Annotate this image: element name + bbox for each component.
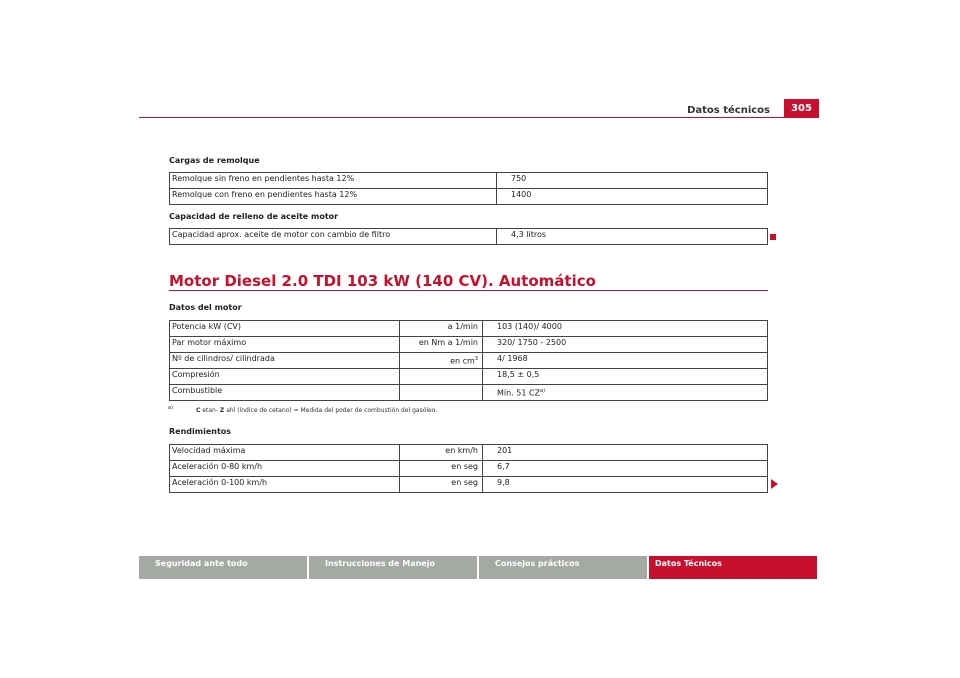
row-unit: en seg	[400, 477, 483, 493]
footnote-ref[interactable]: a)	[540, 388, 546, 394]
row-unit: en km/h	[400, 445, 483, 461]
table-row	[170, 445, 768, 461]
unit-text: en cm	[450, 356, 475, 366]
row-value: 320/ 1750 - 2500	[483, 337, 768, 353]
table-row	[170, 477, 768, 493]
value-text: Mín. 51 CZ	[497, 388, 541, 398]
row-unit: en seg	[400, 461, 483, 477]
row-name: Remolque sin freno en pendientes hasta 12%	[170, 173, 497, 189]
row-name: Potencia kW (CV)	[170, 321, 400, 337]
table-row	[170, 173, 768, 189]
engine-table	[169, 320, 768, 401]
header-title: Datos técnicos	[687, 105, 770, 116]
footnote-text: ahl (índice de cetano) = Medida del poder de combustión del gasóleo.	[224, 407, 438, 414]
row-value: 9,8	[483, 477, 768, 493]
row-value: 201	[483, 445, 768, 461]
row-name: Nº de cilindros/ cilindrada	[170, 353, 400, 369]
row-name: Capacidad aprox. aceite de motor con cambio de filtro	[170, 229, 497, 245]
row-value: 103 (140)/ 4000	[483, 321, 768, 337]
table-row	[170, 385, 768, 401]
section-label-performance: Rendimientos	[169, 427, 232, 436]
footnote-c-rest: etan-	[200, 407, 220, 414]
oil-table	[169, 228, 768, 245]
row-value: 6,7	[483, 461, 768, 477]
footer-tab-safety[interactable]: Seguridad ante todo	[139, 556, 307, 579]
row-name: Remolque con freno en pendientes hasta 12%	[170, 189, 497, 205]
towing-table	[169, 172, 768, 205]
performance-table	[169, 444, 768, 493]
row-unit: en Nm a 1/min	[400, 337, 483, 353]
table-row	[170, 353, 768, 369]
footnote-z: Z	[219, 407, 225, 414]
row-name: Aceleración 0-80 km/h	[170, 461, 400, 477]
table-row	[170, 461, 768, 477]
row-value: 750	[497, 173, 768, 189]
table-row	[170, 229, 768, 245]
row-value: 1400	[497, 189, 768, 205]
row-name: Aceleración 0-100 km/h	[170, 477, 400, 493]
table-row	[170, 369, 768, 385]
row-value	[483, 385, 768, 401]
footer-nav	[139, 556, 817, 579]
footer-tab-technical-data[interactable]: Datos Técnicos	[649, 556, 817, 579]
table-row	[170, 189, 768, 205]
row-unit	[400, 385, 483, 401]
row-name: Par motor máximo	[170, 337, 400, 353]
section-label-oil: Capacidad de relleno de aceite motor	[169, 212, 339, 221]
header-rule	[139, 117, 819, 118]
next-page-arrow-icon[interactable]	[771, 479, 778, 489]
row-value: 4,3 litros	[497, 229, 768, 245]
footnote	[168, 405, 438, 414]
footer-tab-operation[interactable]: Instrucciones de Manejo	[309, 556, 477, 579]
unit-superscript: 3	[474, 356, 478, 362]
row-name: Combustible	[170, 385, 400, 401]
row-name: Velocidad máxima	[170, 445, 400, 461]
section-label-towing: Cargas de remolque	[169, 156, 260, 165]
title-rule	[169, 290, 768, 291]
table-row	[170, 321, 768, 337]
row-value: 18,5 ± 0,5	[483, 369, 768, 385]
page-number-badge: 305	[784, 99, 819, 118]
section-end-marker	[770, 234, 776, 240]
row-unit	[400, 369, 483, 385]
table-row	[170, 337, 768, 353]
page-title: Motor Diesel 2.0 TDI 103 kW (140 CV). Automático	[169, 272, 596, 290]
row-unit: a 1/min	[400, 321, 483, 337]
row-value: 4/ 1968	[483, 353, 768, 369]
footnote-c: C	[196, 407, 201, 414]
section-label-engine: Datos del motor	[169, 303, 242, 312]
footer-tab-tips[interactable]: Consejos prácticos	[479, 556, 647, 579]
row-unit	[400, 353, 483, 369]
footnote-mark: a)	[168, 405, 174, 411]
row-name: Compresión	[170, 369, 400, 385]
